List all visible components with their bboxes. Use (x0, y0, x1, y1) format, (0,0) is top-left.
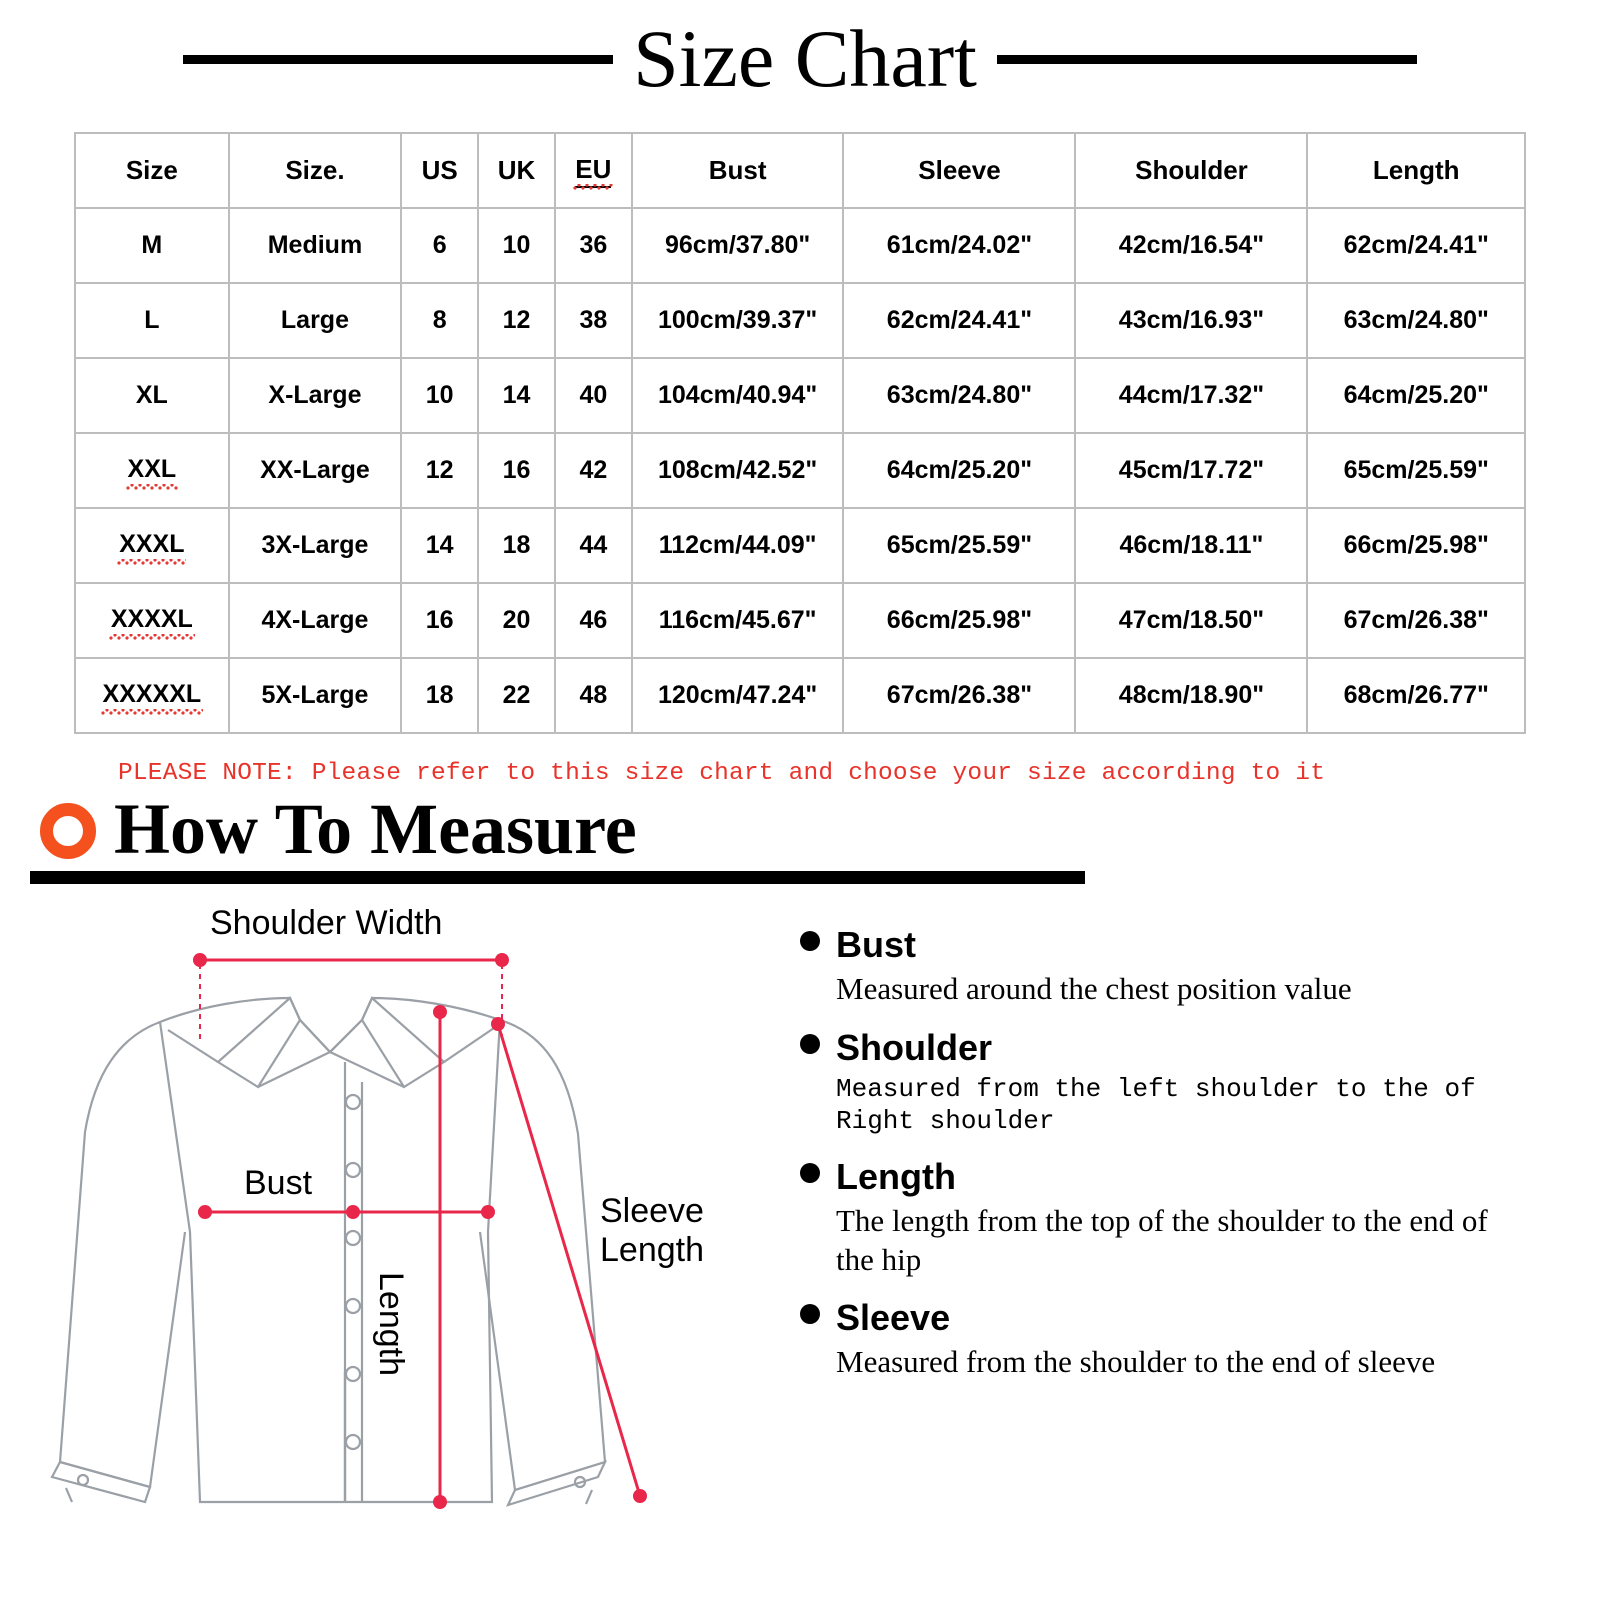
cell-uk: 18 (478, 508, 555, 583)
cell-eu: 44 (555, 508, 632, 583)
legend-title-shoulder: Shoulder (836, 1026, 993, 1068)
legend-desc-length: The length from the top of the shoulder to the end of the hip (836, 1202, 1488, 1277)
table-row (75, 433, 1525, 508)
measure-legend (780, 902, 1600, 1562)
cell-shoulder: 42cm/16.54" (1075, 208, 1307, 283)
table-row (75, 583, 1525, 658)
cell-sleeve: 63cm/24.80" (843, 358, 1075, 433)
cell-eu: 36 (555, 208, 632, 283)
cell-length: 65cm/25.59" (1307, 433, 1525, 508)
label-sleeve-length-line2: Length (600, 1231, 704, 1270)
cell-length: 67cm/26.38" (1307, 583, 1525, 658)
page-title: Size Chart (633, 13, 977, 104)
cell-sizename: 3X-Large (229, 508, 402, 583)
cell-uk: 10 (478, 208, 555, 283)
title-rule-right (997, 55, 1417, 64)
cell-us: 8 (401, 283, 478, 358)
cell-sizename: X-Large (229, 358, 402, 433)
cell-sleeve: 67cm/26.38" (843, 658, 1075, 733)
how-to-measure-header (0, 787, 1600, 869)
legend-title-length: Length (836, 1155, 956, 1197)
label-bust: Bust (240, 1164, 316, 1203)
cell-shoulder: 44cm/17.32" (1075, 358, 1307, 433)
cell-bust: 104cm/40.94" (632, 358, 844, 433)
bullet-icon (800, 931, 820, 951)
cell-bust: 120cm/47.24" (632, 658, 844, 733)
label-sleeve-length-line1: Sleeve (600, 1192, 704, 1230)
header-cell-shoulder: Shoulder (1075, 133, 1307, 208)
cell-sleeve: 65cm/25.59" (843, 508, 1075, 583)
garment-diagram (0, 902, 780, 1562)
label-shoulder-width: Shoulder Width (210, 904, 443, 942)
bullet-icon (800, 1163, 820, 1183)
label-sleeve-length (600, 1192, 704, 1270)
cell-eu: 40 (555, 358, 632, 433)
table-row (75, 508, 1525, 583)
cell-uk: 20 (478, 583, 555, 658)
cell-sizename: Large (229, 283, 402, 358)
cell-us: 6 (401, 208, 478, 283)
cell-uk: 22 (478, 658, 555, 733)
table-row (75, 358, 1525, 433)
legend-item-sleeve (800, 1297, 1560, 1382)
legend-item-length (800, 1156, 1560, 1280)
legend-title-bust: Bust (836, 924, 916, 965)
title-row (0, 0, 1600, 112)
label-length: Length (372, 1272, 410, 1376)
cell-length: 66cm/25.98" (1307, 508, 1525, 583)
cell-us: 14 (401, 508, 478, 583)
ring-icon (40, 803, 96, 859)
cell-size-text: XXXL (119, 530, 184, 561)
cell-size-text: XXXXXL (103, 680, 202, 711)
header-eu-text: EU (575, 154, 611, 188)
legend-desc-sleeve: Measured from the shoulder to the end of sleeve (836, 1344, 1436, 1380)
legend-item-bust (800, 924, 1560, 1009)
cell-bust: 108cm/42.52" (632, 433, 844, 508)
table-row (75, 208, 1525, 283)
size-table-wrap (0, 112, 1600, 734)
legend-desc-shoulder: Measured from the left shoulder to the of Right shoulder (836, 1073, 1476, 1137)
how-to-measure-title: How To Measure (114, 789, 637, 869)
please-note-text: PLEASE NOTE: Please refer to this size chart and choose your size according to it (118, 760, 1326, 787)
header-cell-uk: UK (478, 133, 555, 208)
cell-us: 10 (401, 358, 478, 433)
cell-sizename: Medium (229, 208, 402, 283)
cell-uk: 16 (478, 433, 555, 508)
header-cell-length: Length (1307, 133, 1525, 208)
header-cell-eu (555, 133, 632, 208)
table-header-row (75, 133, 1525, 208)
cell-size: XL (75, 358, 229, 433)
cell-length: 64cm/25.20" (1307, 358, 1525, 433)
cell-size (75, 658, 229, 733)
legend-desc-bust: Measured around the chest position value (836, 971, 1352, 1006)
cell-size-text: XXXXL (111, 605, 193, 636)
header-cell-sleeve: Sleeve (843, 133, 1075, 208)
header-cell-us: US (401, 133, 478, 208)
cell-sleeve: 61cm/24.02" (843, 208, 1075, 283)
cell-shoulder: 47cm/18.50" (1075, 583, 1307, 658)
cell-shoulder: 43cm/16.93" (1075, 283, 1307, 358)
cell-size (75, 583, 229, 658)
title-rule-left (183, 55, 613, 64)
size-table (74, 132, 1526, 734)
cell-shoulder: 46cm/18.11" (1075, 508, 1307, 583)
cell-sizename: XX-Large (229, 433, 402, 508)
cell-eu: 48 (555, 658, 632, 733)
how-to-measure-rule (30, 871, 1085, 884)
table-row (75, 658, 1525, 733)
cell-sizename: 4X-Large (229, 583, 402, 658)
cell-length: 68cm/26.77" (1307, 658, 1525, 733)
cell-sleeve: 62cm/24.41" (843, 283, 1075, 358)
cell-shoulder: 48cm/18.90" (1075, 658, 1307, 733)
cell-sleeve: 64cm/25.20" (843, 433, 1075, 508)
cell-eu: 46 (555, 583, 632, 658)
cell-size: L (75, 283, 229, 358)
cell-length: 63cm/24.80" (1307, 283, 1525, 358)
cell-bust: 100cm/39.37" (632, 283, 844, 358)
bullet-icon (800, 1034, 820, 1054)
header-cell-sizename: Size. (229, 133, 402, 208)
header-cell-bust: Bust (632, 133, 844, 208)
cell-size (75, 508, 229, 583)
cell-us: 16 (401, 583, 478, 658)
cell-eu: 38 (555, 283, 632, 358)
cell-us: 12 (401, 433, 478, 508)
cell-eu: 42 (555, 433, 632, 508)
cell-bust: 116cm/45.67" (632, 583, 844, 658)
table-row (75, 283, 1525, 358)
measure-section (0, 884, 1600, 1562)
cell-sleeve: 66cm/25.98" (843, 583, 1075, 658)
legend-title-sleeve: Sleeve (836, 1297, 951, 1339)
legend-item-shoulder (800, 1027, 1560, 1138)
cell-bust: 112cm/44.09" (632, 508, 844, 583)
cell-size-text: XXL (128, 455, 177, 486)
cell-size: M (75, 208, 229, 283)
cell-uk: 12 (478, 283, 555, 358)
bullet-icon (800, 1304, 820, 1324)
cell-bust: 96cm/37.80" (632, 208, 844, 283)
cell-uk: 14 (478, 358, 555, 433)
cell-length: 62cm/24.41" (1307, 208, 1525, 283)
cell-size (75, 433, 229, 508)
cell-sizename: 5X-Large (229, 658, 402, 733)
cell-shoulder: 45cm/17.72" (1075, 433, 1307, 508)
header-cell-size: Size (75, 133, 229, 208)
cell-us: 18 (401, 658, 478, 733)
